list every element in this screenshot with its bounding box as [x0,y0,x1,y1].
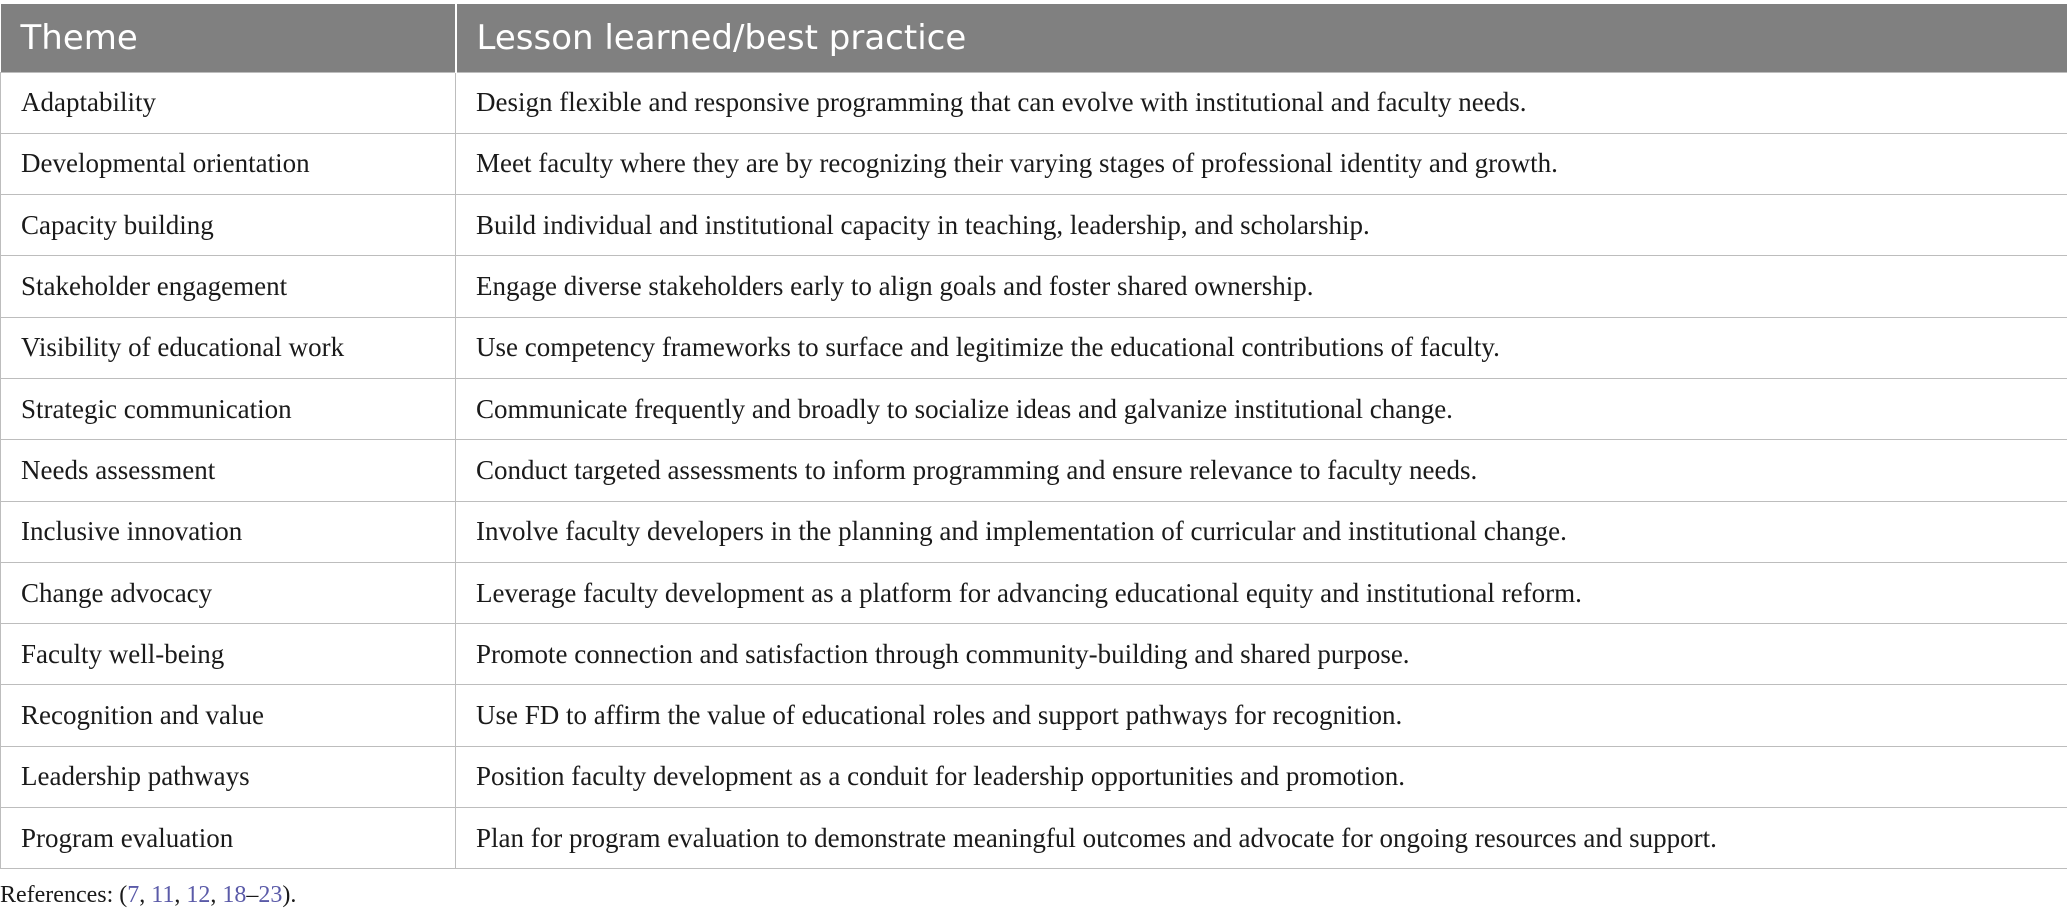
reference-separator: , [210,882,223,908]
lesson-cell: Promote connection and satisfaction through community-building and shared purpose. [456,624,2067,685]
lesson-cell: Engage diverse stakeholders early to align goals and foster shared ownership. [456,256,2067,317]
table-row [1,501,2067,562]
reference-separator: , [174,882,187,908]
header-theme: Theme [1,4,456,72]
reference-link-7[interactable]: 7 [127,882,140,908]
reference-link-23[interactable]: 23 [258,882,283,908]
reference-link-12[interactable]: 12 [186,882,211,908]
table-row [1,440,2067,501]
reference-link-11[interactable]: 11 [151,882,175,908]
theme-cell: Program evaluation [1,808,456,869]
reference-link-18[interactable]: 18 [222,882,247,908]
theme-cell: Developmental orientation [1,133,456,194]
table-row [1,195,2067,256]
reference-separator: , [139,882,152,908]
lesson-cell: Involve faculty developers in the planning and implementation of curricular and institutional change. [456,501,2067,562]
lesson-cell: Conduct targeted assessments to inform programming and ensure relevance to faculty needs. [456,440,2067,501]
theme-cell: Visibility of educational work [1,317,456,378]
theme-cell: Change advocacy [1,562,456,623]
reference-range-dash: – [246,882,259,908]
lesson-cell: Use FD to affirm the value of educational roles and support pathways for recognition. [456,685,2067,746]
table-row [1,808,2067,869]
theme-cell: Stakeholder engagement [1,256,456,317]
table-row [1,746,2067,807]
table-row [1,685,2067,746]
lesson-cell: Use competency frameworks to surface and legitimize the educational contributions of faculty. [456,317,2067,378]
table-body [1,72,2067,869]
table-row [1,624,2067,685]
themes-table-container [0,4,2067,869]
lesson-cell: Leverage faculty development as a platform for advancing educational equity and institutional reform. [456,562,2067,623]
theme-cell: Leadership pathways [1,746,456,807]
theme-cell: Capacity building [1,195,456,256]
lesson-cell: Plan for program evaluation to demonstrate meaningful outcomes and advocate for ongoing resources and support. [456,808,2067,869]
lesson-cell: Communicate frequently and broadly to socialize ideas and galvanize institutional change. [456,378,2067,439]
themes-table [0,4,2067,869]
table-row [1,72,2067,133]
theme-cell: Inclusive innovation [1,501,456,562]
lesson-cell: Position faculty development as a conduit for leadership opportunities and promotion. [456,746,2067,807]
theme-cell: Needs assessment [1,440,456,501]
table-header [1,4,2067,72]
table-row [1,378,2067,439]
header-lesson: Lesson learned/best practice [456,4,2067,72]
lesson-cell: Design flexible and responsive programming that can evolve with institutional and faculty needs. [456,72,2067,133]
table-row [1,256,2067,317]
header-row [1,4,2067,72]
theme-cell: Adaptability [1,72,456,133]
table-row [1,317,2067,378]
references-prefix: References: ( [0,882,128,908]
lesson-cell: Build individual and institutional capacity in teaching, leadership, and scholarship. [456,195,2067,256]
lesson-cell: Meet faculty where they are by recognizing their varying stages of professional identity and growth. [456,133,2067,194]
references-footnote [0,882,296,909]
table-row [1,562,2067,623]
theme-cell: Recognition and value [1,685,456,746]
theme-cell: Strategic communication [1,378,456,439]
table-row [1,133,2067,194]
references-suffix: ). [282,882,297,908]
theme-cell: Faculty well-being [1,624,456,685]
